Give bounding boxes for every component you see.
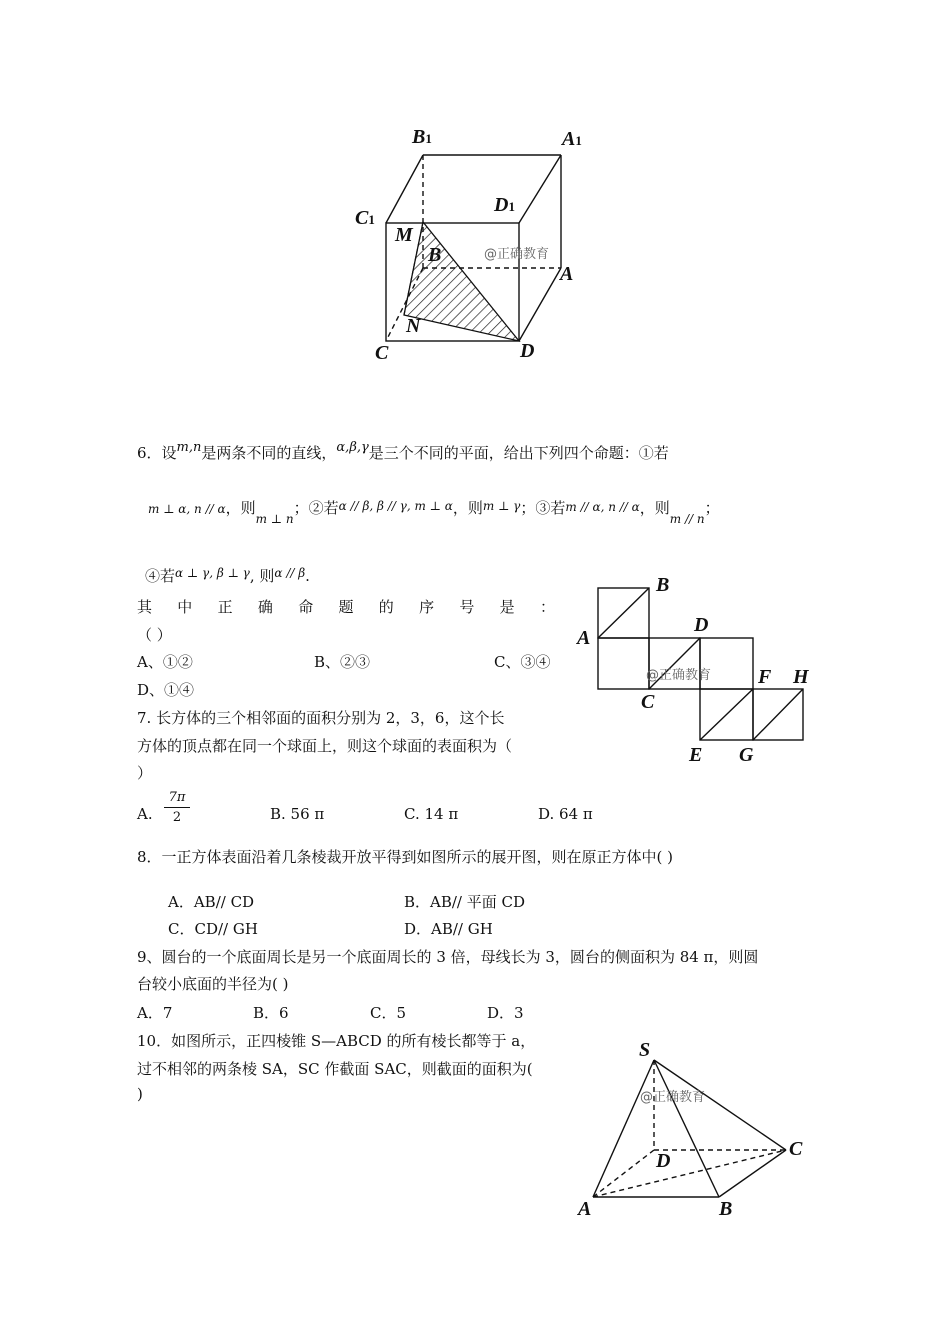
- pyr-label-a: A: [578, 1198, 592, 1220]
- pyr-label-c: C: [789, 1138, 803, 1160]
- q9-option-b: B．6: [253, 1004, 289, 1022]
- q6-option-a: A、①②: [137, 653, 193, 671]
- q10-line-1: 10．如图所示，正四棱锥 S—ABCD 的所有棱长都等于 a，: [137, 1032, 536, 1050]
- q7-line-2: 方体的顶点都在同一个球面上，则这个球面的表面积为（: [137, 737, 513, 755]
- q6-paren: （ ）: [137, 626, 172, 644]
- label-c: C: [375, 342, 389, 364]
- watermark: @正确教育: [646, 668, 712, 683]
- watermark: @正确教育: [484, 247, 550, 262]
- q6-option-b: B、②③: [314, 653, 371, 671]
- label-b: B: [428, 244, 442, 266]
- label-d1: D1: [494, 194, 515, 216]
- q6-option-d: D、①④: [137, 681, 195, 699]
- label-a1: A1: [562, 128, 582, 150]
- label-n: N: [406, 315, 421, 337]
- q6-line-3: ④若$^{\alpha \perp \gamma, \beta \perp \gamma}$, 则$^{\alpha // \beta}$.: [145, 566, 310, 585]
- q6-option-c: C、③④: [494, 653, 551, 671]
- q10-line-2: 过不相邻的两条棱 SA，SC 作截面 SAC，则截面的面积为(: [137, 1060, 533, 1078]
- q8-option-b: B．AB// 平面 CD: [404, 893, 526, 911]
- q9-option-d: D．3: [487, 1004, 524, 1022]
- net-label-g: G: [739, 744, 754, 766]
- net-label-a: A: [577, 627, 591, 649]
- q7-line-1: 7. 长方体的三个相邻面的面积分别为 2，3，6，这个长: [137, 709, 505, 727]
- label-d: D: [520, 340, 535, 362]
- pyr-label-d: D: [656, 1150, 671, 1172]
- q6-line-1: 6．设m,n是两条不同的直线，α,β,γ是三个不同的平面，给出下列四个命题：①若: [137, 440, 669, 462]
- q7-option-b: B. 56 π: [270, 805, 325, 823]
- label-m: M: [395, 224, 413, 246]
- q6-question: 其 中 正 确 命 题 的 序 号 是 ：: [137, 598, 555, 616]
- q9-line-1: 9、圆台的一个底面周长是另一个底面周长的 3 倍，母线长为 3，圆台的侧面积为 84 π，则圆: [137, 948, 759, 966]
- q6-line-2: m ⊥ α, n // α，则$_{m \perp n}$；②若$^{\alpha // \beta, \beta // \gamma, m \perp \alpha}$，则$^{m \perp \gamma}$；③若m // α, n // α，则$_{m // n}$；: [148, 499, 720, 526]
- pyr-label-s: S: [639, 1039, 651, 1061]
- label-c1: C1: [355, 207, 375, 229]
- net-label-e: E: [689, 744, 703, 766]
- q8-option-d: D．AB// GH: [404, 920, 493, 938]
- net-label-h: H: [793, 666, 809, 688]
- q9-line-2: 台较小底面的半径为( ): [137, 975, 289, 993]
- fraction-denominator: 2: [172, 810, 182, 825]
- q9-option-c: C．5: [370, 1004, 407, 1022]
- pyr-label-b: B: [719, 1198, 733, 1220]
- q7-option-a: A.: [137, 805, 153, 823]
- q9-option-a: A．7: [137, 1004, 173, 1022]
- label-a: A: [560, 263, 574, 285]
- net-label-f: F: [758, 666, 772, 688]
- q7-line-3: ）: [137, 764, 153, 782]
- net-label-d: D: [694, 614, 709, 636]
- q10-line-3: ): [137, 1085, 143, 1103]
- watermark: @正确教育: [640, 1090, 706, 1105]
- label-b1: B1: [412, 126, 432, 148]
- q7-option-c: C. 14 π: [404, 805, 459, 823]
- q8-option-c: C．CD// GH: [168, 920, 258, 938]
- q7-option-d: D. 64 π: [538, 805, 593, 823]
- net-label-b: B: [656, 574, 670, 596]
- q8-option-a: A．AB// CD: [168, 893, 255, 911]
- q8-stem: 8．一正方体表面沿着几条棱裁开放平得到如图所示的展开图，则在原正方体中( ): [137, 848, 674, 866]
- fraction-numerator: 7π: [168, 790, 186, 805]
- net-label-c: C: [641, 691, 655, 713]
